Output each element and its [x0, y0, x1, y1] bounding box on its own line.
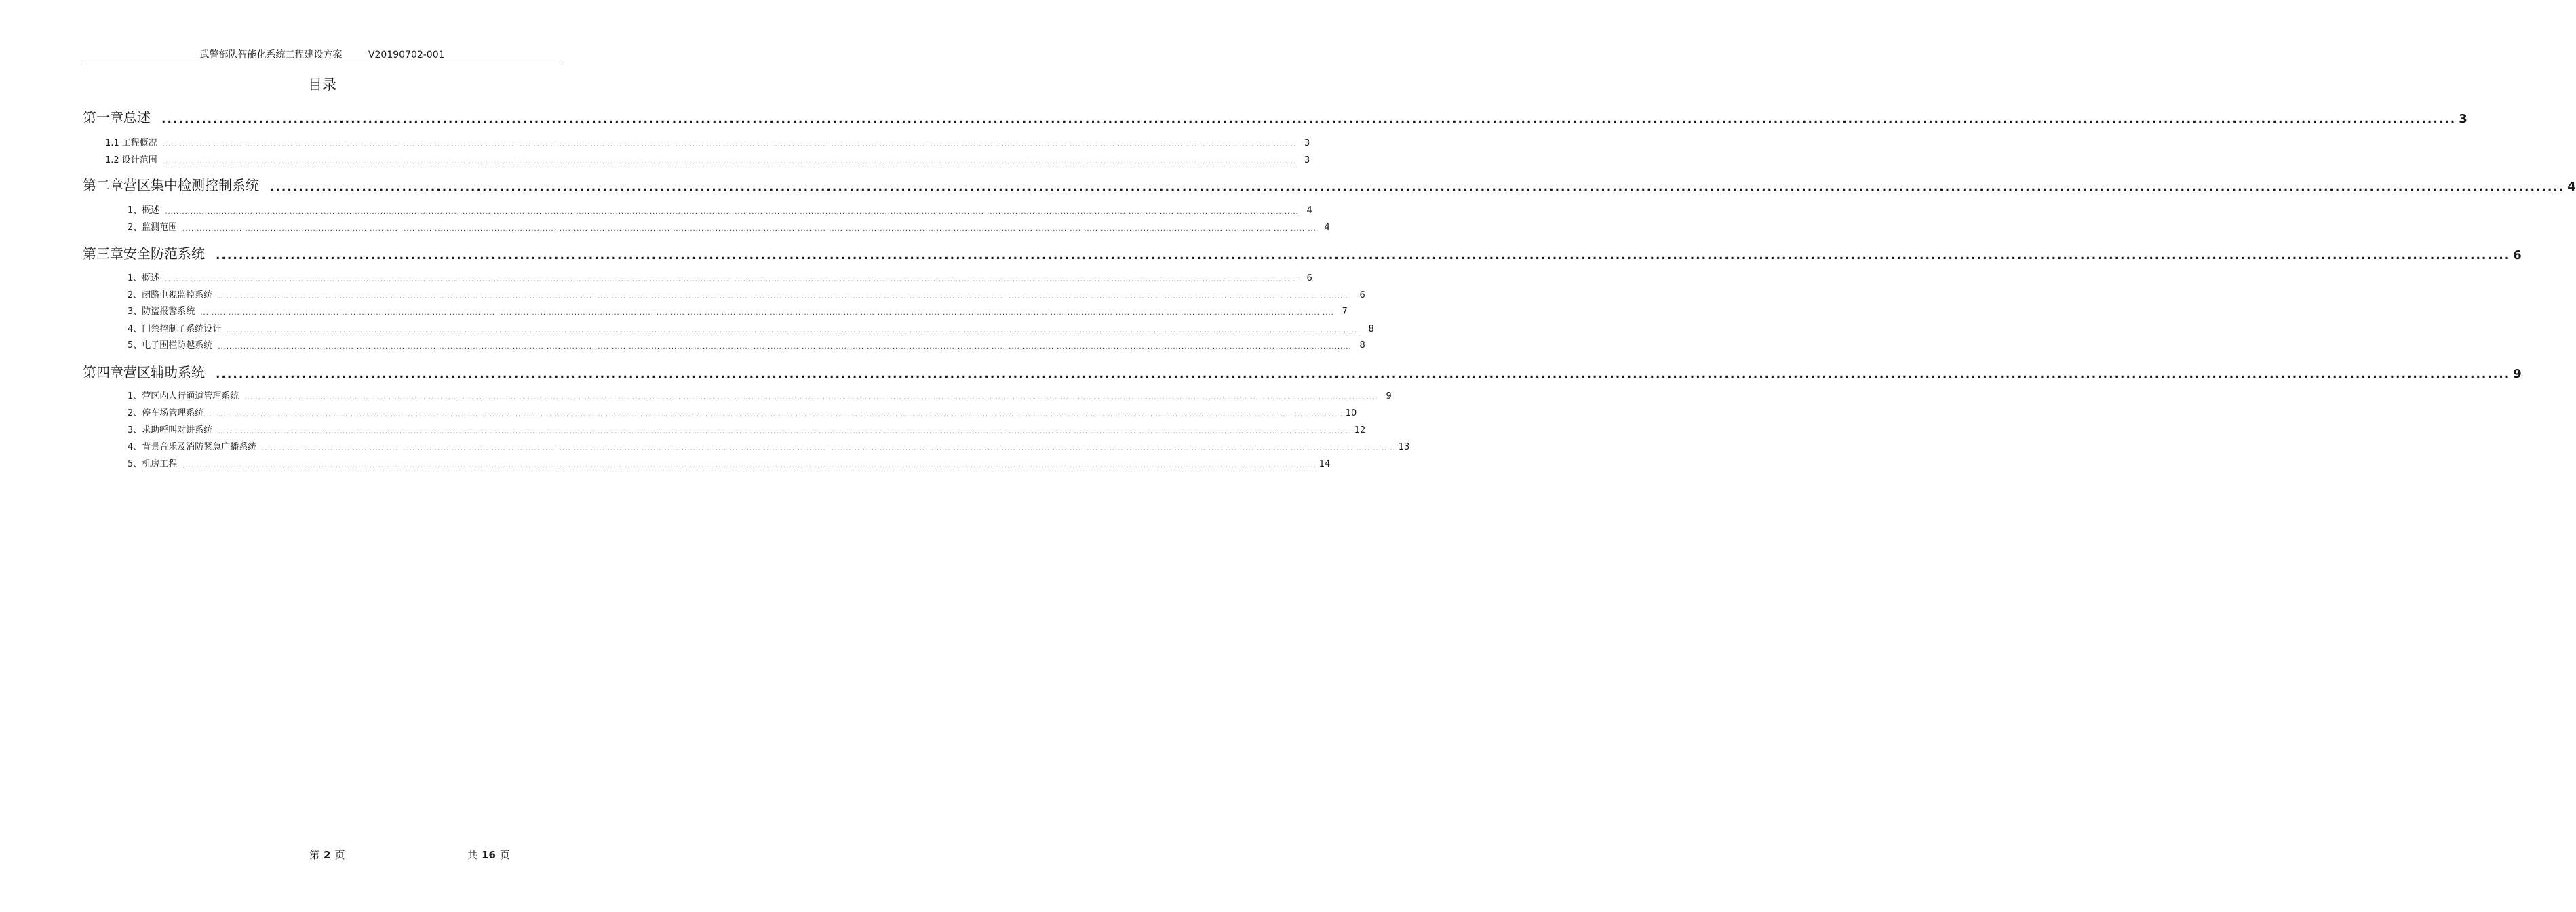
toc-entry-title: 4、背景音乐及消防紧急广播系统: [128, 442, 257, 452]
toc-page-number: 9: [2513, 367, 2522, 381]
dot-leader: ................................................................................................................................................................................................................................................................................................................................................................................................................: [182, 462, 1316, 469]
toc-entry-title: 第四章营区辅助系统: [83, 364, 205, 380]
toc-section-entry[interactable]: [105, 152, 1310, 165]
toc-section-entry[interactable]: [128, 405, 1357, 418]
toc-page-number: 12: [1354, 425, 1366, 435]
toc-page-number: 6: [2513, 248, 2522, 262]
toc-section-entry[interactable]: [128, 439, 1410, 452]
toc-page-number: 6: [1359, 290, 1365, 300]
toc-page-number: 3: [1304, 155, 1310, 165]
dot-leader: ................................................................................................................................................................................................................................................................................................................................................................................................................: [165, 208, 1299, 216]
toc-chapter-entry[interactable]: [83, 107, 2467, 126]
toc-section-entry[interactable]: [128, 337, 1365, 351]
toc-section-entry[interactable]: [128, 287, 1365, 300]
toc-page-number: 3: [1304, 138, 1310, 148]
toc-entry-title: 1、概述: [128, 273, 160, 283]
dot-leader: ................................................................................................................................................................................................................................................................................................................................................................................................................: [161, 113, 2457, 126]
toc-chapter-entry[interactable]: [83, 362, 2522, 381]
document-title: 武警部队智能化系统工程建设方案: [199, 49, 343, 60]
dot-leader: ................................................................................................................................................................................................................................................................................................................................................................................................................: [218, 428, 1352, 435]
dot-leader: ................................................................................................................................................................................................................................................................................................................................................................................................................: [182, 225, 1316, 233]
toc-page-number: 8: [1368, 324, 1374, 334]
toc-section-entry[interactable]: [128, 202, 1312, 216]
footer-page-number: 第 2 页: [309, 849, 345, 861]
toc-chapter-entry[interactable]: [83, 175, 2576, 194]
dot-leader: ................................................................................................................................................................................................................................................................................................................................................................................................................: [162, 141, 1297, 148]
toc-entry-title: 4、门禁控制子系统设计: [128, 324, 222, 334]
toc-entry-title: 2、闭路电视监控系统: [128, 290, 213, 300]
dot-leader: ................................................................................................................................................................................................................................................................................................................................................................................................................: [270, 180, 2565, 194]
toc-page-number: 9: [1386, 391, 1392, 401]
toc-page-number: 4: [1306, 205, 1312, 216]
toc-section-entry[interactable]: [128, 321, 1374, 334]
toc-entry-title: 1、营区内人行通道管理系统: [128, 391, 239, 401]
toc-section-entry[interactable]: [128, 456, 1331, 469]
toc-entry-title: 1.2 设计范围: [105, 155, 157, 165]
toc-chapter-entry[interactable]: [83, 243, 2522, 262]
toc-page-number: 13: [1398, 442, 1410, 452]
page-header: [83, 47, 562, 64]
toc-section-entry[interactable]: [128, 270, 1312, 283]
toc-entry-title: 第一章总述: [83, 109, 151, 125]
toc-section-entry[interactable]: [128, 219, 1330, 233]
toc-page-number: 4: [1324, 222, 1330, 233]
toc-page-number: 8: [1359, 340, 1365, 351]
dot-leader: ................................................................................................................................................................................................................................................................................................................................................................................................................: [244, 394, 1378, 401]
toc-entry-title: 3、防盗报警系统: [128, 306, 195, 317]
toc-entry-title: 1.1 工程概况: [105, 138, 157, 148]
toc-page-number: 7: [1342, 306, 1348, 317]
toc-entry-title: 第三章安全防范系统: [83, 245, 205, 262]
document-version: V20190702-001: [368, 49, 445, 60]
toc-page-number: 10: [1345, 408, 1357, 418]
dot-leader: ................................................................................................................................................................................................................................................................................................................................................................................................................: [218, 343, 1352, 351]
dot-leader: ................................................................................................................................................................................................................................................................................................................................................................................................................: [262, 445, 1396, 452]
toc-section-entry[interactable]: [128, 303, 1348, 317]
toc-heading: 目录: [308, 77, 336, 93]
toc-entry-title: 1、概述: [128, 205, 160, 216]
footer-total-pages: 共 16 页: [467, 849, 510, 861]
dot-leader: ................................................................................................................................................................................................................................................................................................................................................................................................................: [216, 249, 2511, 262]
toc-page-number: 14: [1319, 459, 1331, 469]
toc-entry-title: 2、停车场管理系统: [128, 408, 204, 418]
dot-leader: ................................................................................................................................................................................................................................................................................................................................................................................................................: [165, 276, 1299, 283]
dot-leader: ................................................................................................................................................................................................................................................................................................................................................................................................................: [218, 293, 1352, 300]
dot-leader: ................................................................................................................................................................................................................................................................................................................................................................................................................: [209, 411, 1343, 418]
toc-section-entry[interactable]: [128, 422, 1366, 435]
toc-entry-title: 第二章营区集中检测控制系统: [83, 177, 259, 193]
toc-entry-title: 2、监测范围: [128, 222, 178, 233]
toc-page-number: 4: [2567, 180, 2576, 194]
toc-section-entry[interactable]: [128, 388, 1392, 401]
toc-entry-title: 3、求助呼叫对讲系统: [128, 425, 213, 435]
dot-leader: ................................................................................................................................................................................................................................................................................................................................................................................................................: [200, 309, 1334, 317]
toc-entry-title: 5、电子围栏防越系统: [128, 340, 213, 351]
toc-section-entry[interactable]: [105, 135, 1310, 148]
dot-leader: ................................................................................................................................................................................................................................................................................................................................................................................................................: [162, 158, 1297, 165]
toc-entry-title: 5、机房工程: [128, 459, 178, 469]
toc-page-number: 3: [2459, 112, 2467, 126]
dot-leader: ................................................................................................................................................................................................................................................................................................................................................................................................................: [227, 327, 1361, 334]
dot-leader: ................................................................................................................................................................................................................................................................................................................................................................................................................: [216, 368, 2511, 381]
toc-page-number: 6: [1306, 273, 1312, 283]
